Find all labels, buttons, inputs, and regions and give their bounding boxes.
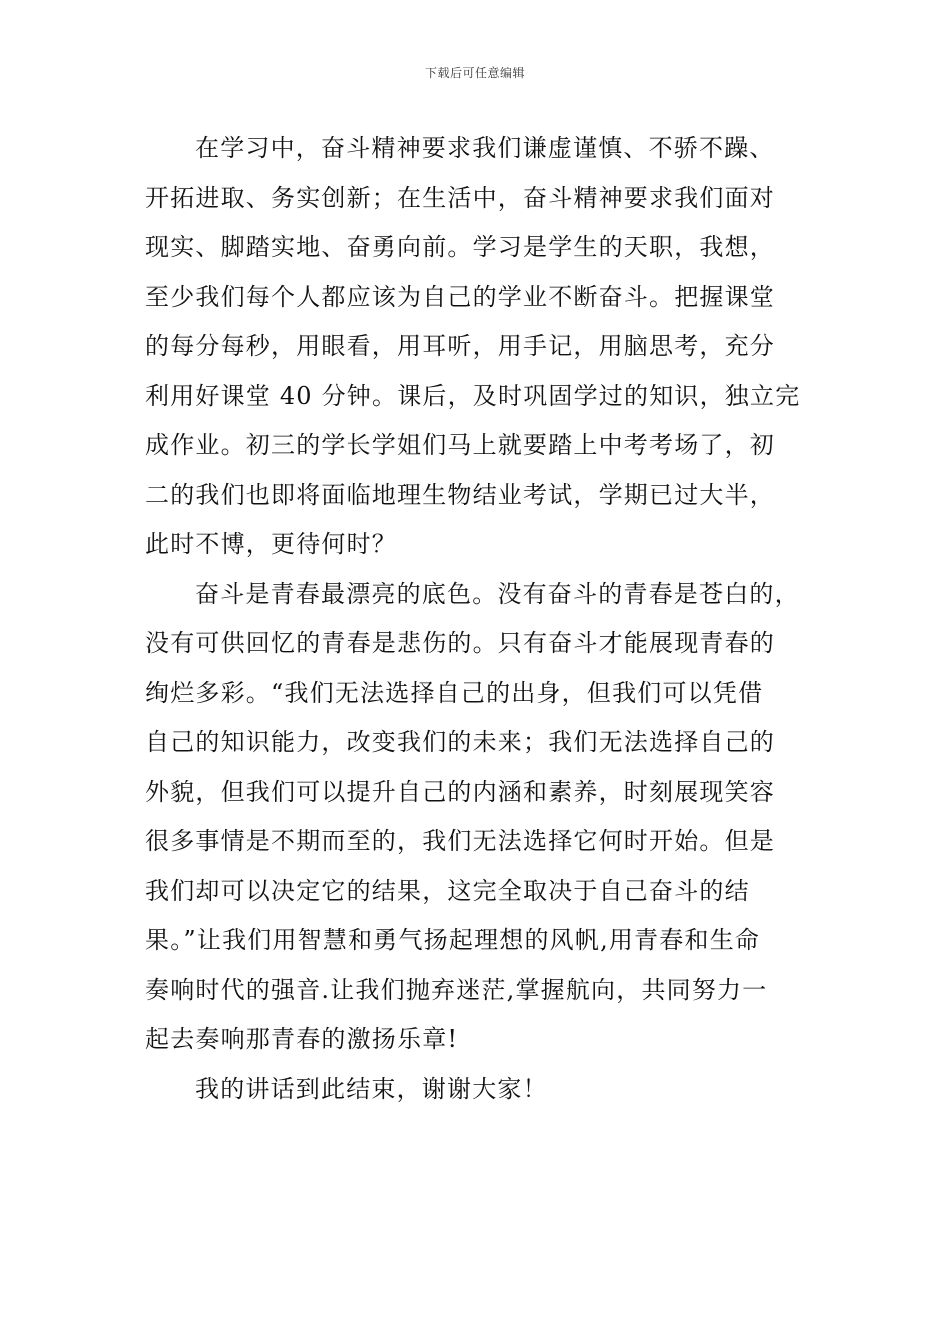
paragraph-2-line-10: 起去奏响那青春的激扬乐章! bbox=[145, 1025, 459, 1053]
paragraph-2-line-8: 果。”让我们用智慧和勇气扬起理想的风帆,用青春和生命 bbox=[145, 926, 761, 954]
paragraph-1-line-1: 在学习中，奋斗精神要求我们谦虚谨慎、不骄不躁、 bbox=[195, 134, 775, 162]
paragraph-3-line-1: 我的讲话到此结束，谢谢大家！ bbox=[195, 1074, 548, 1103]
paragraph-1-line-6: 利用好课堂 40 分钟。课后，及时巩固学过的知识，独立完 bbox=[145, 381, 801, 410]
paragraph-1-line-2: 开拓进取、务实创新；在生活中，奋斗精神要求我们面对 bbox=[145, 183, 775, 212]
paragraph-2-line-7: 我们却可以决定它的结果，这完全取决于自己奋斗的结 bbox=[145, 876, 750, 905]
document-body bbox=[145, 124, 817, 1114]
paragraph-2-line-6: 很多事情是不期而至的，我们无法选择它何时开始。但是 bbox=[145, 827, 775, 855]
paragraph-1-line-5: 的每分每秒，用眼看，用耳听，用手记，用脑思考，充分 bbox=[145, 332, 775, 360]
paragraph-2-line-5: 外貌，但我们可以提升自己的内涵和素养，时刻展现笑容 bbox=[145, 777, 775, 806]
paragraph-2-line-1: 奋斗是青春最漂亮的底色。没有奋斗的青春是苍白的， bbox=[195, 579, 800, 608]
paragraph-1-line-3: 现实、脚踏实地、奋勇向前。学习是学生的天职，我想， bbox=[145, 233, 775, 261]
paragraph-1-line-9: 此时不博，更待何时？ bbox=[145, 530, 397, 558]
page-header: 下载后可任意编辑 bbox=[424, 66, 525, 80]
paragraph-2-line-4: 自己的知识能力，改变我们的未来；我们无法选择自己的 bbox=[145, 728, 775, 756]
paragraph-1-line-4: 至少我们每个人都应该为自己的学业不断奋斗。把握课堂 bbox=[145, 282, 775, 311]
paragraph-1-line-8: 二的我们也即将面临地理生物结业考试，学期已过大半， bbox=[145, 480, 775, 509]
paragraph-2-line-3: 绚烂多彩。“我们无法选择自己的出身，但我们可以凭借 bbox=[145, 678, 764, 707]
paragraph-2-line-2: 没有可供回忆的青春是悲伤的。只有奋斗才能展现青春的 bbox=[145, 629, 775, 657]
paragraph-2-line-9: 奏响时代的强音.让我们抛弃迷茫,掌握航向，共同努力一 bbox=[145, 975, 768, 1004]
paragraph-1-line-7: 成作业。初三的学长学姐们马上就要踏上中考考场了，初 bbox=[145, 431, 775, 459]
